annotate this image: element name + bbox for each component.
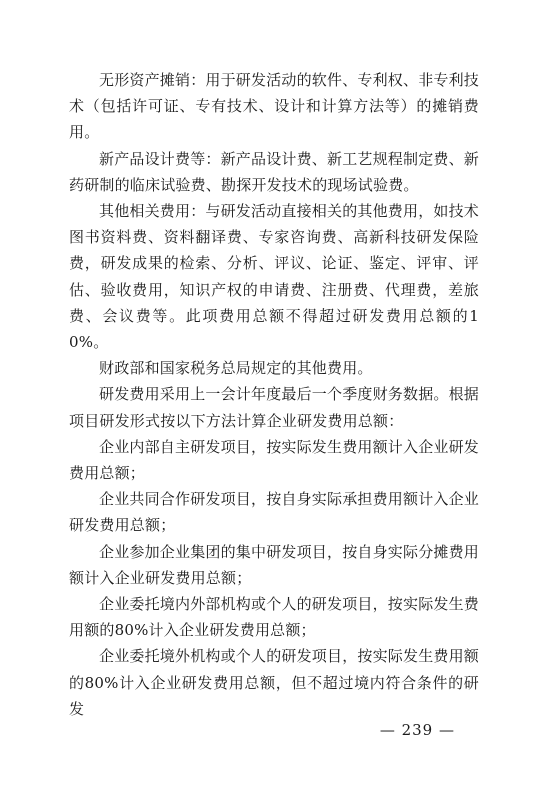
body-text (69, 67, 479, 722)
paragraph-group-rd-projects: 企业参加企业集团的集中研发项目，按自身实际分摊费用额计入企业研发费用总额； (69, 542, 480, 587)
page-number: — 239 — (379, 721, 455, 739)
paragraph-internal-rd-projects: 企业内部自主研发项目，按实际发生费用额计入企业研发费用总额； (69, 437, 480, 483)
paragraph-new-product-design-fees: 新产品设计费等：新产品设计费、新工艺规程制定费、新药研制的临床试验费、勘探开发技术的现场试验费。 (69, 149, 480, 194)
paragraph-domestic-commissioned-rd: 企业委托境内外部机构或个人的研发项目，按实际发生费用额的80%计入企业研发费用总额； (69, 595, 480, 640)
paragraph-intangible-asset-amortization: 无形资产摊销：用于研发活动的软件、专利权、非专利技术（包括许可证、专有技术、设计和计算方法等）的摊销费用。 (69, 71, 480, 142)
paragraph-joint-rd-projects: 企业共同合作研发项目，按自身实际承担费用额计入企业研发费用总额； (69, 490, 480, 535)
paragraph-other-prescribed-expenses: 财政部和国家税务总局规定的其他费用。 (99, 359, 373, 378)
paragraph-overseas-commissioned-rd: 企业委托境外机构或个人的研发项目，按实际发生费用额的80%计入企业研发费用总额，但不超过境内符合条件的研发 (69, 647, 480, 718)
paragraph-calculation-method-intro: 研发费用采用上一会计年度最后一个季度财务数据。根据项目研发形式按以下方法计算企业研发费用总额： (69, 385, 480, 430)
paragraph-other-related-expenses: 其他相关费用：与研发活动直接相关的其他费用，如技术图书资料费、资料翻译费、专家咨询费、高新科技研发保险费，研发成果的检索、分析、评议、论证、鉴定、评审、评估、验收费用，知识产权的申请费、注册费、代理费，差旅费、会议费等。此项费用总额不得超过研发费用总额的10%。 (69, 202, 480, 352)
